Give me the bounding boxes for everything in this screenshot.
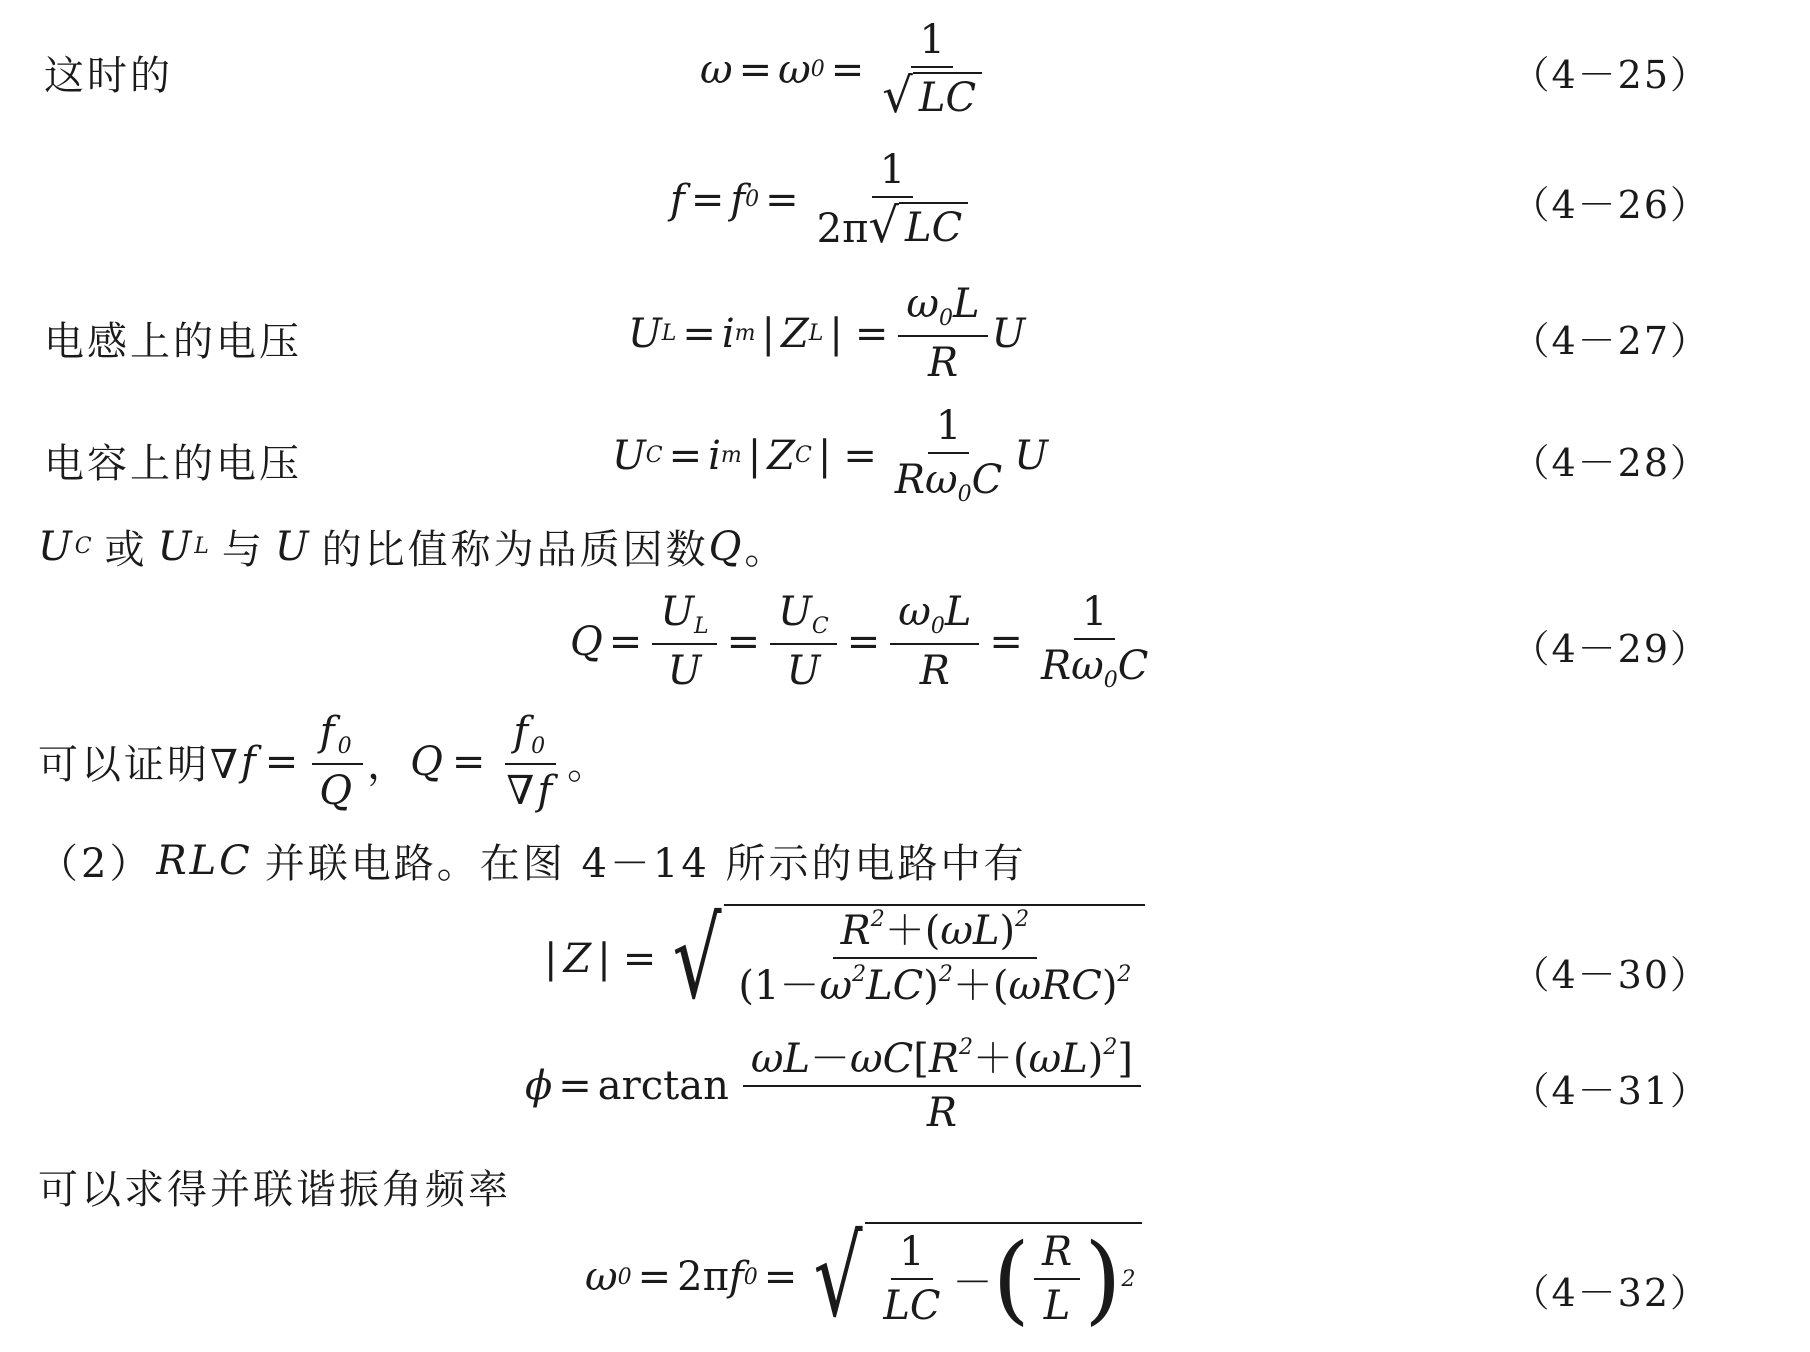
equation-number: （4－26）: [1511, 183, 1710, 227]
fraction: $\frac{\omega_0L}{R}$: [898, 282, 987, 385]
fraction: $\frac{1}{R\omega_0C}$: [894, 403, 1003, 507]
equation-number: （4－32）: [1511, 1271, 1710, 1315]
equation-row-25: [0, 18, 1810, 128]
lead-text: 电感上的电压: [44, 319, 302, 365]
equation-number: （4－29）: [1511, 627, 1710, 671]
lead-text: 电容上的电压: [44, 441, 302, 487]
equation-4-28: U C = i m | Z C | = $\frac{1}{R\omega_0C}$ U: [612, 403, 1048, 507]
equation-4-26: f = f 0 = 1 2π √ LC: [670, 148, 980, 251]
fraction: 1 2π √ LC: [809, 148, 977, 251]
equation-4-29: Q = $\frac{U_L}{U}$ = $\frac{U_C}{U}$ = $\frac{\omega_0L}{R}$ = $\frac{1}{R\omega_0C}$: [570, 589, 1149, 695]
equation-row-26: [0, 148, 1810, 258]
equation-row-30: [0, 895, 1810, 1024]
equation-number: （4－30）: [1511, 953, 1710, 997]
equation-4-31: ϕ = arctan $\frac{\omega L-\omega C[R^2+(\omega L)^2]}{R}$: [525, 1036, 1145, 1135]
lead-text: 这时的: [44, 53, 173, 99]
paragraph-resonance: 可以求得并联谐振角频率: [38, 1167, 511, 1213]
paragraph-quality-factor: U C 或 U L 与 U 的比值称为品质因数 Q 。: [38, 523, 788, 573]
equation-4-32: ω 0 = 2π f 0 = √ $\frac{1}{LC}$ － ( $\frac{R}{L}$ ) 2: [585, 1222, 1142, 1332]
equation-row-27: [0, 282, 1810, 392]
paragraph-rlc-parallel: （2） RLC 并联电路。在图 4－14 所示的电路中有: [38, 837, 1027, 887]
equation-row-29: [0, 590, 1810, 700]
equation-4-30: | Z | = √ $\frac{R^2+(\omega L)^2}{(1-\omega^2LC)^2+(\omega RC)^2}$: [538, 904, 1145, 1014]
equation-4-27: U L = i m | Z L | = $\frac{\omega_0L}{R}$ U: [628, 281, 1026, 387]
equation-number: （4－28）: [1511, 441, 1710, 485]
equation-row-28: [0, 404, 1810, 514]
fraction: 1 √ LC: [874, 18, 990, 121]
paragraph-bandwidth: 可以证明∇ f = $\frac{f_0}{Q}$ ， Q = $\frac{f_0}{\nabla f}$ 。: [38, 709, 611, 815]
equation-number: （4－27）: [1511, 319, 1710, 363]
equation-number: （4－25）: [1511, 53, 1710, 97]
equation-number: （4－31）: [1511, 1069, 1710, 1113]
equation-4-25: ω = ω 0 = 1 √ LC: [700, 18, 994, 121]
equation-row-31: [0, 1036, 1810, 1146]
equation-row-32: [0, 1213, 1810, 1342]
